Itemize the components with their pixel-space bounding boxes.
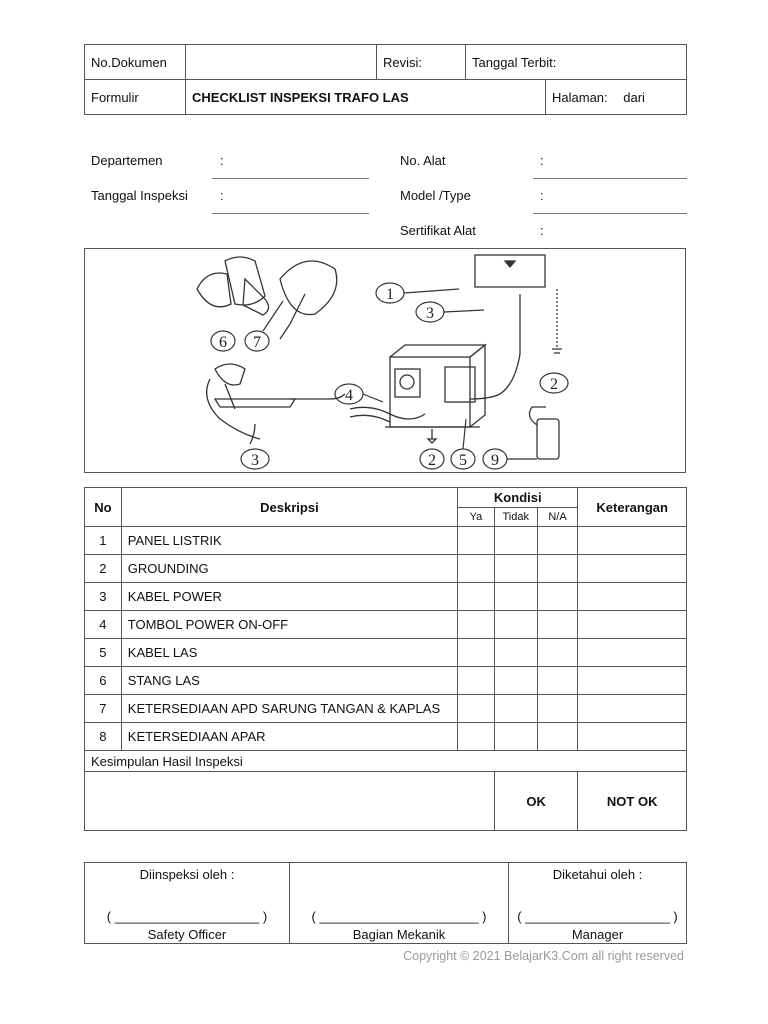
row-ya-checkbox[interactable]: [458, 667, 495, 695]
row-no: 6: [85, 667, 122, 695]
col-na-header: N/A: [537, 507, 578, 527]
row-keterangan-field[interactable]: [578, 667, 687, 695]
row-deskripsi: TOMBOL POWER ON-OFF: [121, 611, 457, 639]
halaman-cell: [546, 80, 687, 115]
row-na-checkbox[interactable]: [537, 583, 578, 611]
halaman-label: Halaman:: [552, 89, 608, 105]
callout-3-top: 3: [426, 305, 434, 322]
diagram-illustration: [85, 249, 685, 472]
row-no: 1: [85, 527, 122, 555]
checklist-row: [85, 639, 687, 667]
model-type-field[interactable]: [533, 213, 687, 214]
row-keterangan-field[interactable]: [578, 555, 687, 583]
row-tidak-checkbox[interactable]: [494, 723, 537, 751]
manager-role: Manager: [571, 927, 624, 942]
document-header-table: [84, 44, 687, 115]
row-keterangan-field[interactable]: [578, 639, 687, 667]
signature-manager: [509, 863, 687, 944]
dari-label: dari: [623, 89, 645, 105]
row-tidak-checkbox[interactable]: [494, 583, 537, 611]
no-dokumen-label: No.Dokumen: [85, 45, 186, 80]
tanggal-inspeksi-field[interactable]: [212, 213, 369, 214]
no-alat-colon: :: [540, 153, 544, 168]
row-keterangan-field[interactable]: [578, 695, 687, 723]
departemen-colon: :: [220, 153, 224, 168]
checklist-row: [85, 527, 687, 555]
no-alat-label: No. Alat: [400, 153, 446, 168]
row-no: 7: [85, 695, 122, 723]
signature-table: [84, 862, 687, 944]
checklist-row: [85, 667, 687, 695]
checklist-row: [85, 583, 687, 611]
callout-1: 1: [386, 286, 394, 303]
col-deskripsi-header: Deskripsi: [121, 488, 457, 527]
bagian-mekanik-sign-line[interactable]: ( ______________________ ): [311, 909, 487, 924]
col-ya-header: Ya: [458, 507, 495, 527]
col-kondisi-header: Kondisi: [458, 488, 578, 508]
row-tidak-checkbox[interactable]: [494, 527, 537, 555]
row-keterangan-field[interactable]: [578, 527, 687, 555]
row-deskripsi: GROUNDING: [121, 555, 457, 583]
formulir-label: Formulir: [85, 80, 186, 115]
row-deskripsi: KETERSEDIAAN APAR: [121, 723, 457, 751]
model-type-colon: :: [540, 188, 544, 203]
callout-3-bottom: 3: [251, 452, 259, 469]
kesimpulan-label: Kesimpulan Hasil Inspeksi: [85, 751, 687, 772]
row-no: 3: [85, 583, 122, 611]
form-title: CHECKLIST INSPEKSI TRAFO LAS: [186, 80, 546, 115]
checklist-row: [85, 695, 687, 723]
callout-6: 6: [219, 334, 227, 351]
row-deskripsi: PANEL LISTRIK: [121, 527, 457, 555]
sertifikat-alat-colon: :: [540, 223, 544, 238]
departemen-label: Departemen: [91, 153, 163, 168]
manager-sign-line[interactable]: ( ____________________ ): [517, 909, 678, 924]
row-tidak-checkbox[interactable]: [494, 639, 537, 667]
row-tidak-checkbox[interactable]: [494, 555, 537, 583]
model-type-label: Model /Type: [400, 188, 471, 203]
diketahui-label: Diketahui oleh :: [552, 867, 643, 882]
row-tidak-checkbox[interactable]: [494, 695, 537, 723]
safety-officer-sign-line[interactable]: ( ____________________ ): [106, 909, 268, 924]
row-ya-checkbox[interactable]: [458, 639, 495, 667]
col-tidak-header: Tidak: [494, 507, 537, 527]
tanggal-inspeksi-label: Tanggal Inspeksi: [91, 188, 188, 203]
tanggal-inspeksi-colon: :: [220, 188, 224, 203]
row-na-checkbox[interactable]: [537, 723, 578, 751]
revisi-label: Revisi:: [377, 45, 466, 80]
row-no: 2: [85, 555, 122, 583]
ok-option[interactable]: OK: [494, 772, 578, 831]
row-na-checkbox[interactable]: [537, 611, 578, 639]
no-alat-field[interactable]: [533, 178, 687, 179]
signature-safety-officer: [85, 863, 290, 944]
not-ok-option[interactable]: NOT OK: [578, 772, 687, 831]
checklist-row: [85, 723, 687, 751]
row-deskripsi: KABEL POWER: [121, 583, 457, 611]
row-deskripsi: KABEL LAS: [121, 639, 457, 667]
signature-bagian-mekanik: [290, 863, 509, 944]
callout-7: 7: [253, 334, 261, 351]
row-na-checkbox[interactable]: [537, 555, 578, 583]
tanggal-terbit-label: Tanggal Terbit:: [466, 45, 687, 80]
row-deskripsi: KETERSEDIAAN APD SARUNG TANGAN & KAPLAS: [121, 695, 457, 723]
callout-5: 5: [459, 452, 467, 469]
row-na-checkbox[interactable]: [537, 695, 578, 723]
copyright-notice: Copyright © 2021 BelajarK3.Com all right reserved: [403, 949, 684, 963]
row-ya-checkbox[interactable]: [458, 555, 495, 583]
checklist-row: [85, 611, 687, 639]
safety-officer-role: Safety Officer: [147, 927, 227, 942]
checklist-table: [84, 487, 687, 831]
row-ya-checkbox[interactable]: [458, 527, 495, 555]
row-no: 4: [85, 611, 122, 639]
no-dokumen-value[interactable]: [186, 45, 377, 80]
row-keterangan-field[interactable]: [578, 583, 687, 611]
col-no-header: No: [85, 488, 122, 527]
row-keterangan-field[interactable]: [578, 611, 687, 639]
row-ya-checkbox[interactable]: [458, 695, 495, 723]
diinspeksi-label: Diinspeksi oleh :: [139, 867, 235, 882]
departemen-field[interactable]: [212, 178, 369, 179]
row-no: 5: [85, 639, 122, 667]
callout-2-bottom: 2: [428, 452, 436, 469]
row-ya-checkbox[interactable]: [458, 611, 495, 639]
row-na-checkbox[interactable]: [537, 527, 578, 555]
row-keterangan-field[interactable]: [578, 723, 687, 751]
row-no: 8: [85, 723, 122, 751]
row-deskripsi: STANG LAS: [121, 667, 457, 695]
callout-4: 4: [345, 387, 353, 404]
bagian-mekanik-role: Bagian Mekanik: [352, 927, 446, 942]
row-tidak-checkbox[interactable]: [494, 667, 537, 695]
callout-2-right: 2: [550, 376, 558, 393]
kesimpulan-field[interactable]: [85, 772, 495, 831]
sertifikat-alat-label: Sertifikat Alat: [400, 223, 476, 238]
row-na-checkbox[interactable]: [537, 639, 578, 667]
row-tidak-checkbox[interactable]: [494, 611, 537, 639]
row-ya-checkbox[interactable]: [458, 583, 495, 611]
callout-9: 9: [491, 452, 499, 469]
row-na-checkbox[interactable]: [537, 667, 578, 695]
welding-transformer-diagram: [84, 248, 686, 473]
checklist-row: [85, 555, 687, 583]
row-ya-checkbox[interactable]: [458, 723, 495, 751]
col-keterangan-header: Keterangan: [578, 488, 687, 527]
